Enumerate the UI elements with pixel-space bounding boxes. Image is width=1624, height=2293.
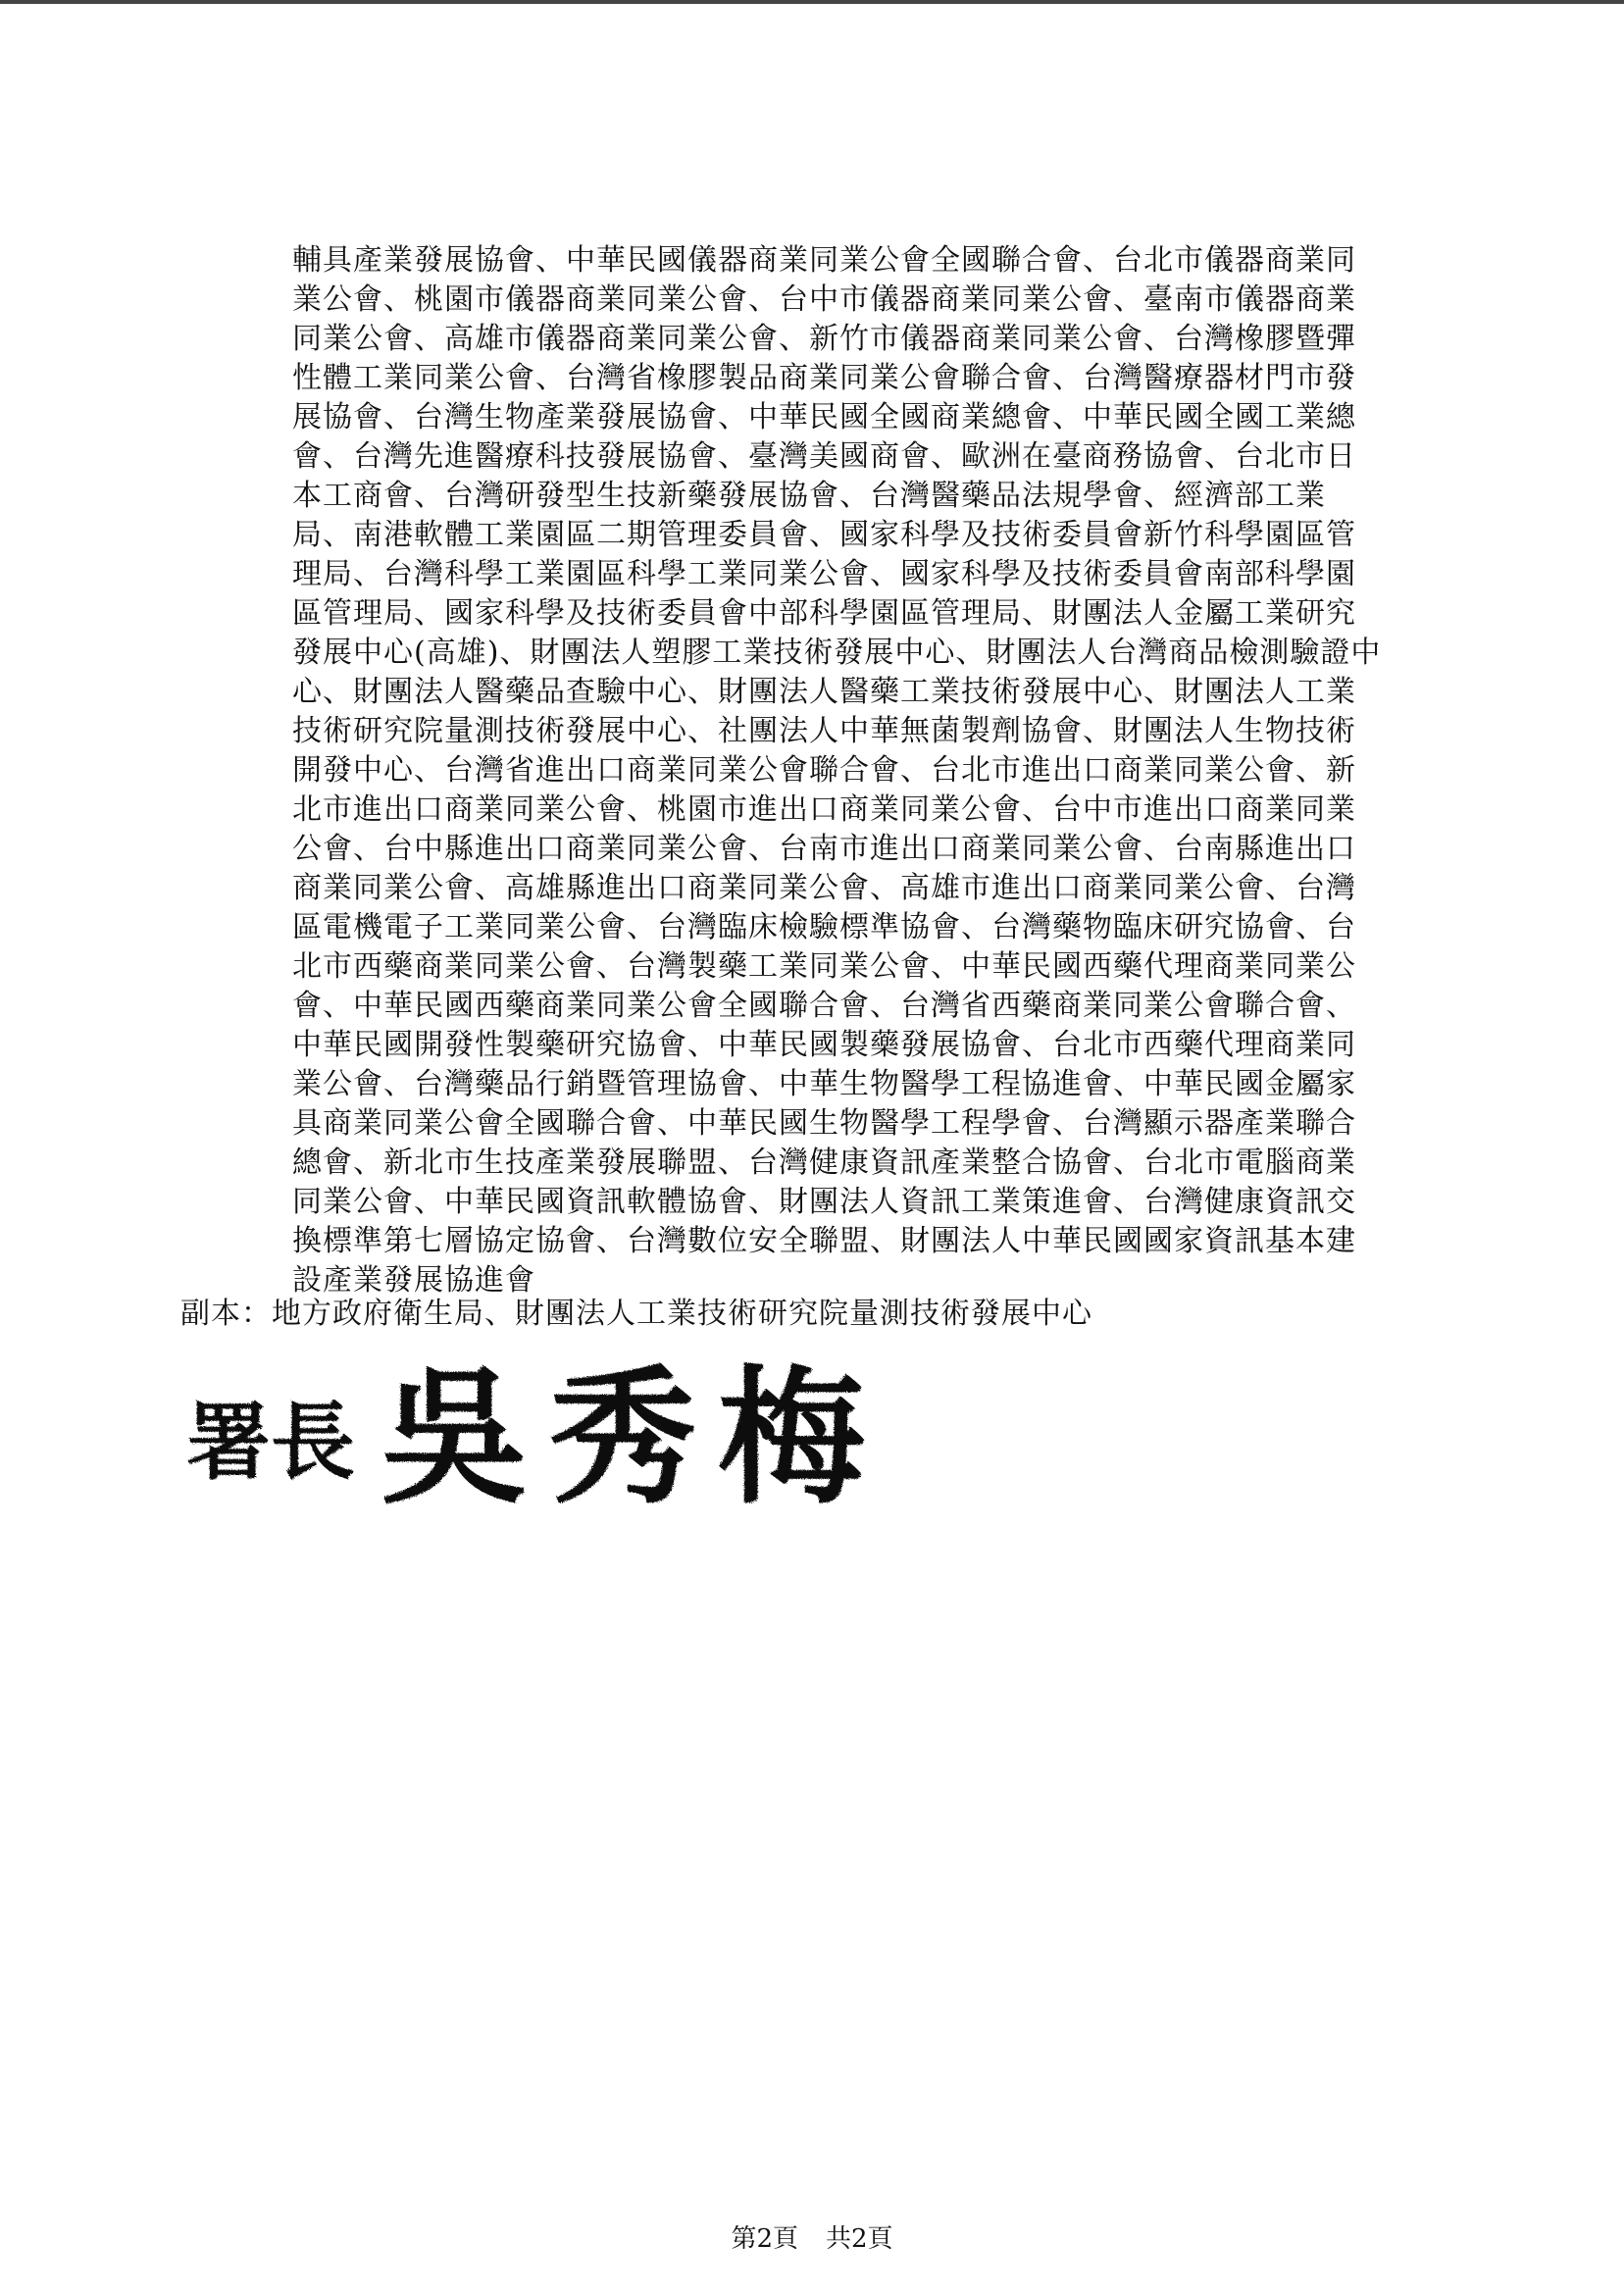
recipient-line: 同業公會、高雄市儀器商業同業公會、新竹市儀器商業同業公會、台灣橡膠暨彈 — [292, 322, 1356, 356]
recipient-line: 具商業同業公會全國聯合會、中華民國生物醫學工程學會、台灣顯示器產業聯合 — [292, 1106, 1356, 1141]
recipient-line: 心、財團法人醫藥品查驗中心、財團法人醫藥工業技術發展中心、財團法人工業 — [292, 675, 1356, 709]
recipient-line: 換標準第七層協定協會、台灣數位安全聯盟、財團法人中華民國國家資訊基本建 — [292, 1224, 1356, 1258]
recipient-line: 區電機電子工業同業公會、台灣臨床檢驗標準協會、台灣藥物臨床研究協會、台 — [292, 910, 1356, 944]
recipient-line: 同業公會、中華民國資訊軟體協會、財團法人資訊工業策進會、台灣健康資訊交 — [292, 1185, 1356, 1219]
cc-copy-line: 副本：地方政府衛生局、財團法人工業技術研究院量測技術發展中心 — [180, 1297, 1092, 1331]
recipient-line: 中華民國開發性製藥研究協會、中華民國製藥發展協會、台北市西藥代理商業同 — [292, 1028, 1356, 1062]
recipient-line: 設產業發展協進會 — [292, 1263, 535, 1298]
recipient-line: 公會、台中縣進出口商業同業公會、台南市進出口商業同業公會、台南縣進出口 — [292, 832, 1356, 866]
recipient-line: 理局、台灣科學工業園區科學工業同業公會、國家科學及技術委員會南部科學園 — [292, 557, 1356, 591]
recipient-line: 北市西藥商業同業公會、台灣製藥工業同業公會、中華民國西藥代理商業同業公 — [292, 949, 1356, 984]
recipient-line: 會、中華民國西藥商業同業公會全國聯合會、台灣省西藥商業同業公會聯合會、 — [292, 989, 1356, 1023]
recipient-line: 展協會、台灣生物產業發展協會、中華民國全國商業總會、中華民國全國工業總 — [292, 400, 1356, 434]
page-footer — [0, 2224, 1624, 2254]
recipient-line: 商業同業公會、高雄縣進出口商業同業公會、高雄市進出口商業同業公會、台灣 — [292, 871, 1356, 905]
scan-edge — [0, 0, 1624, 4]
signature-name: 吳秀梅 — [381, 1353, 888, 1510]
official-signature — [186, 1353, 892, 1510]
recipient-line: 業公會、台灣藥品行銷暨管理協會、中華生物醫學工程協進會、中華民國金屬家 — [292, 1067, 1356, 1101]
recipient-line: 業公會、桃園市儀器商業同業公會、台中市儀器商業同業公會、臺南市儀器商業 — [292, 282, 1356, 317]
recipient-line: 發展中心(高雄)、財團法人塑膠工業技術發展中心、財團法人台灣商品檢測驗證中 — [292, 636, 1382, 670]
signature-image — [186, 1353, 892, 1510]
recipient-line: 性體工業同業公會、台灣省橡膠製品商業同業公會聯合會、台灣醫療器材門市發 — [292, 361, 1356, 395]
recipient-line: 開發中心、台灣省進出口商業同業公會聯合會、台北市進出口商業同業公會、新 — [292, 753, 1356, 788]
recipient-line: 局、南港軟體工業園區二期管理委員會、國家科學及技術委員會新竹科學園區管 — [292, 518, 1356, 552]
recipient-line: 區管理局、國家科學及技術委員會中部科學園區管理局、財團法人金屬工業研究 — [292, 596, 1356, 631]
page-total: 共2頁 — [826, 2224, 893, 2254]
recipient-line: 北市進出口商業同業公會、桃園市進出口商業同業公會、台中市進出口商業同業 — [292, 792, 1356, 827]
signature-title: 署長 — [186, 1393, 355, 1492]
recipient-line: 會、台灣先進醫療科技發展協會、臺灣美國商會、歐洲在臺商務協會、台北市日 — [292, 439, 1356, 474]
page-number: 第2頁 — [731, 2224, 798, 2254]
recipient-line: 技術研究院量測技術發展中心、社團法人中華無菌製劑協會、財團法人生物技術 — [292, 714, 1356, 748]
recipient-line: 本工商會、台灣研發型生技新藥發展協會、台灣醫藥品法規學會、經濟部工業 — [292, 479, 1326, 513]
recipient-line: 輔具產業發展協會、中華民國儀器商業同業公會全國聯合會、台北市儀器商業同 — [292, 243, 1356, 278]
recipient-line: 總會、新北市生技產業發展聯盟、台灣健康資訊產業整合協會、台北市電腦商業 — [292, 1146, 1356, 1180]
